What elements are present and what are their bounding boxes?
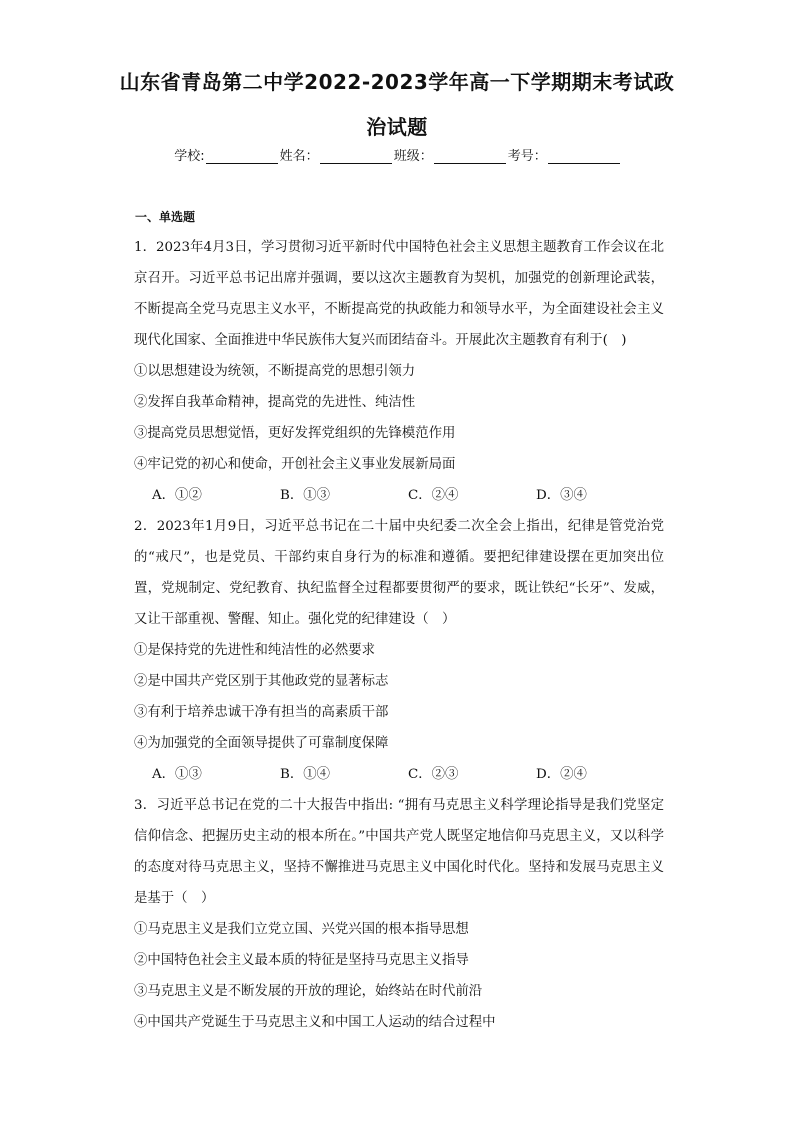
name-blank[interactable]	[320, 149, 392, 164]
answer-choices	[134, 480, 664, 511]
statement-option: ③提高党员思想觉悟，更好发挥党组织的先锋模范作用	[134, 426, 456, 441]
number-label: 考号：	[507, 149, 547, 164]
school-label: 学校:	[174, 149, 205, 164]
statement-option: ②发挥自我革命精神，提高党的先进性、纯洁性	[134, 395, 416, 410]
class-blank[interactable]	[434, 149, 506, 164]
school-blank[interactable]	[206, 149, 278, 164]
name-field	[280, 145, 392, 164]
choice-b[interactable]: B．①④	[280, 767, 331, 782]
question-1	[134, 232, 664, 511]
statement-option: ①以思想建设为统领，不断提高党的思想引领力	[134, 364, 416, 379]
number-field	[508, 145, 620, 164]
class-field	[394, 145, 506, 164]
answer-choices	[134, 759, 664, 790]
statement-option: ②是中国共产党区别于其他政党的显著标志	[134, 674, 389, 689]
number-blank[interactable]	[548, 149, 620, 164]
statement-option: ④为加强党的全面领导提供了可靠制度保障	[134, 736, 389, 751]
choice-a[interactable]: A．①③	[152, 767, 202, 782]
question-2	[134, 511, 664, 790]
school-field	[174, 145, 277, 164]
name-label: 姓名：	[279, 149, 319, 164]
choice-b[interactable]: B．①③	[280, 488, 331, 503]
exam-title-line-2: 治试题	[366, 115, 428, 139]
question-stem: 2．2023年1月9日，习近平总书记在二十届中央纪委二次全会上指出，纪律是管党治党的“戒尺”，也是党员、干部约束自身行为的标准和遵循。要把纪律建设摆在更加突出位置，党规制定、党纪教育、执纪监督全过程都要贯彻严的要求，既让铁纪“长牙”、发威，又让干部重视、警醒、知止。强化党的纪律建设（ ）	[134, 519, 664, 627]
question-3	[134, 790, 664, 1038]
choice-c[interactable]: C．②③	[408, 767, 459, 782]
exam-title-line-1: 山东省青岛第二中学2022-2023学年高一下学期期末考试政	[119, 70, 675, 94]
statement-option: ④中国共产党诞生于马克思主义和中国工人运动的结合过程中	[134, 1015, 496, 1030]
question-stem: 1．2023年4月3日，学习贯彻习近平新时代中国特色社会主义思想主题教育工作会议在北京召开。习近平总书记出席并强调，要以这次主题教育为契机，加强党的创新理论武装，不断提高全党马克思主义水平，不断提高党的执政能力和领导水平，为全面建设社会主义现代化国家、全面推进中华民族伟大复兴而团结奋斗。开展此次主题教育有利于( )	[134, 240, 664, 348]
questions-body	[134, 232, 664, 1038]
student-info-row	[0, 145, 794, 164]
statement-option: ②中国特色社会主义最本质的特征是坚持马克思主义指导	[134, 953, 469, 968]
statement-option: ④牢记党的初心和使命，开创社会主义事业发展新局面	[134, 457, 456, 472]
choice-c[interactable]: C．②④	[408, 488, 459, 503]
choice-d[interactable]: D．③④	[536, 488, 587, 503]
class-label: 班级：	[393, 149, 433, 164]
choice-a[interactable]: A．①②	[152, 488, 202, 503]
statement-option: ①是保持党的先进性和纯洁性的必然要求	[134, 643, 376, 658]
statement-option: ①马克思主义是我们立党立国、兴党兴国的根本指导思想	[134, 922, 469, 937]
choice-d[interactable]: D．②④	[536, 767, 587, 782]
statement-option: ③马克思主义是不断发展的开放的理论，始终站在时代前沿	[134, 984, 483, 999]
question-stem: 3．习近平总书记在党的二十大报告中指出: “拥有马克思主义科学理论指导是我们党坚定信仰信念、把握历史主动的根本所在。”中国共产党人既坚定地信仰马克思主义，又以科学的态度对待马克思主义，坚持不懈推进马克思主义中国化时代化。坚持和发展马克思主义是基于（ ）	[134, 798, 664, 906]
statement-option: ③有利于培养忠诚干净有担当的高素质干部	[134, 705, 389, 720]
section-heading: 一、单选题	[135, 210, 196, 224]
